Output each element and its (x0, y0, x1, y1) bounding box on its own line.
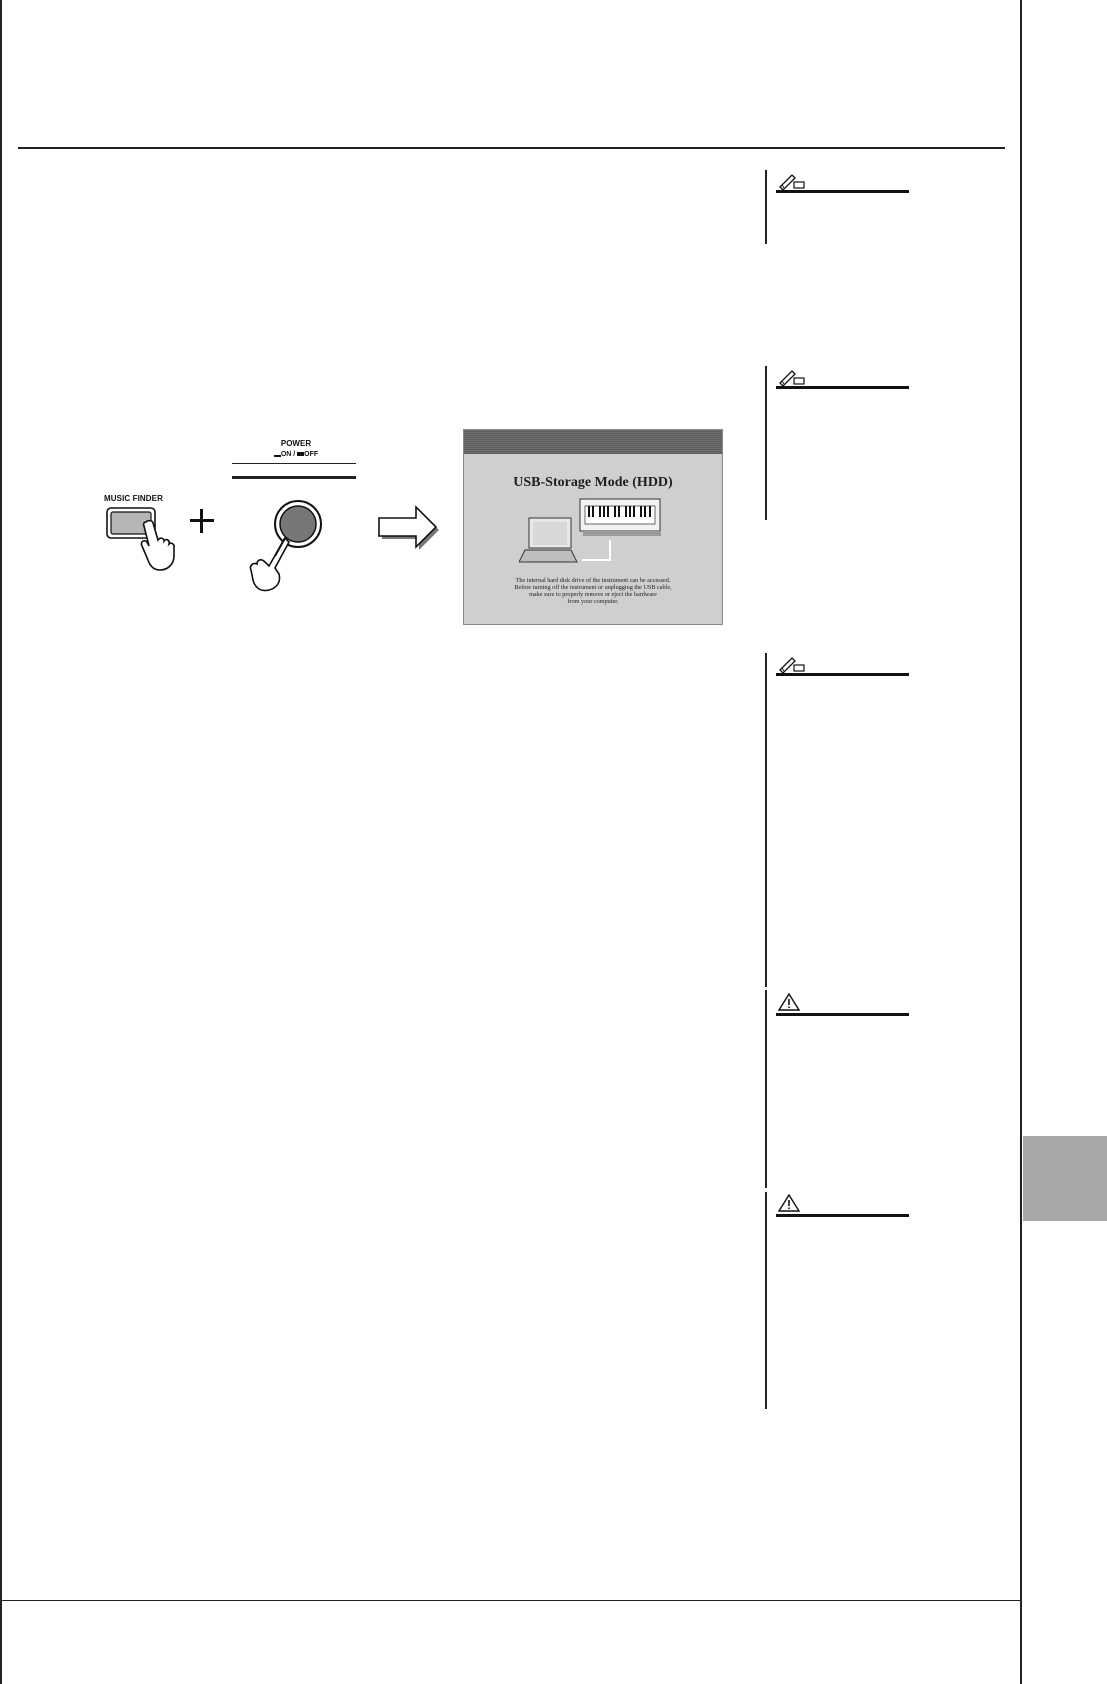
screen-message-line: from your computer. (567, 598, 619, 605)
sidebar-bar (765, 990, 767, 1188)
note-pencil-icon (778, 173, 808, 191)
chapter-tab (1023, 1136, 1107, 1221)
screen-title: USB-Storage Mode (HDD) (513, 475, 673, 490)
page-right-border (1020, 0, 1022, 1684)
pressing-hand-icon (245, 536, 291, 594)
power-off-text: OFF (304, 451, 319, 458)
page-top-rule (18, 147, 1005, 149)
power-rule-thin (232, 463, 356, 464)
caution-rule (776, 1214, 909, 1217)
warning-triangle-icon (778, 1194, 808, 1212)
note-rule (776, 386, 909, 389)
usb-cable (570, 530, 630, 570)
warning-triangle-icon (778, 993, 808, 1011)
screen-message-line: Before turning off the instrument or unplugging the USB cable, (514, 584, 672, 591)
sidebar-bar (765, 653, 767, 987)
usb-storage-screen (463, 429, 723, 625)
screen-header-bar (464, 430, 722, 454)
sidebar-bar (765, 366, 767, 520)
note-rule (776, 190, 909, 193)
power-sub-label: ON / OFF (232, 451, 360, 458)
screen-message (464, 577, 722, 605)
screen-message-line: make sure to properly remove or eject the hardware (529, 591, 657, 598)
power-on-text: ON (280, 451, 292, 458)
sidebar-bar (765, 1192, 767, 1409)
page-left-border (0, 0, 2, 1684)
power-rule-thick (232, 476, 356, 479)
on-position-icon (274, 452, 281, 457)
music-finder-label: MUSIC FINDER (104, 494, 163, 503)
note-pencil-icon (778, 369, 808, 387)
plus-sign (187, 506, 217, 536)
screen-message-line: The internal hard disk drive of the instrument can be accessed. (515, 577, 671, 584)
note-pencil-icon (778, 656, 808, 674)
pressing-hand-icon (136, 520, 180, 572)
caution-rule (776, 1013, 909, 1016)
right-arrow-icon (377, 505, 443, 553)
note-rule (776, 673, 909, 676)
power-label: POWER (280, 439, 312, 448)
page-bottom-rule (0, 1600, 1020, 1601)
sidebar-bar (765, 170, 767, 244)
